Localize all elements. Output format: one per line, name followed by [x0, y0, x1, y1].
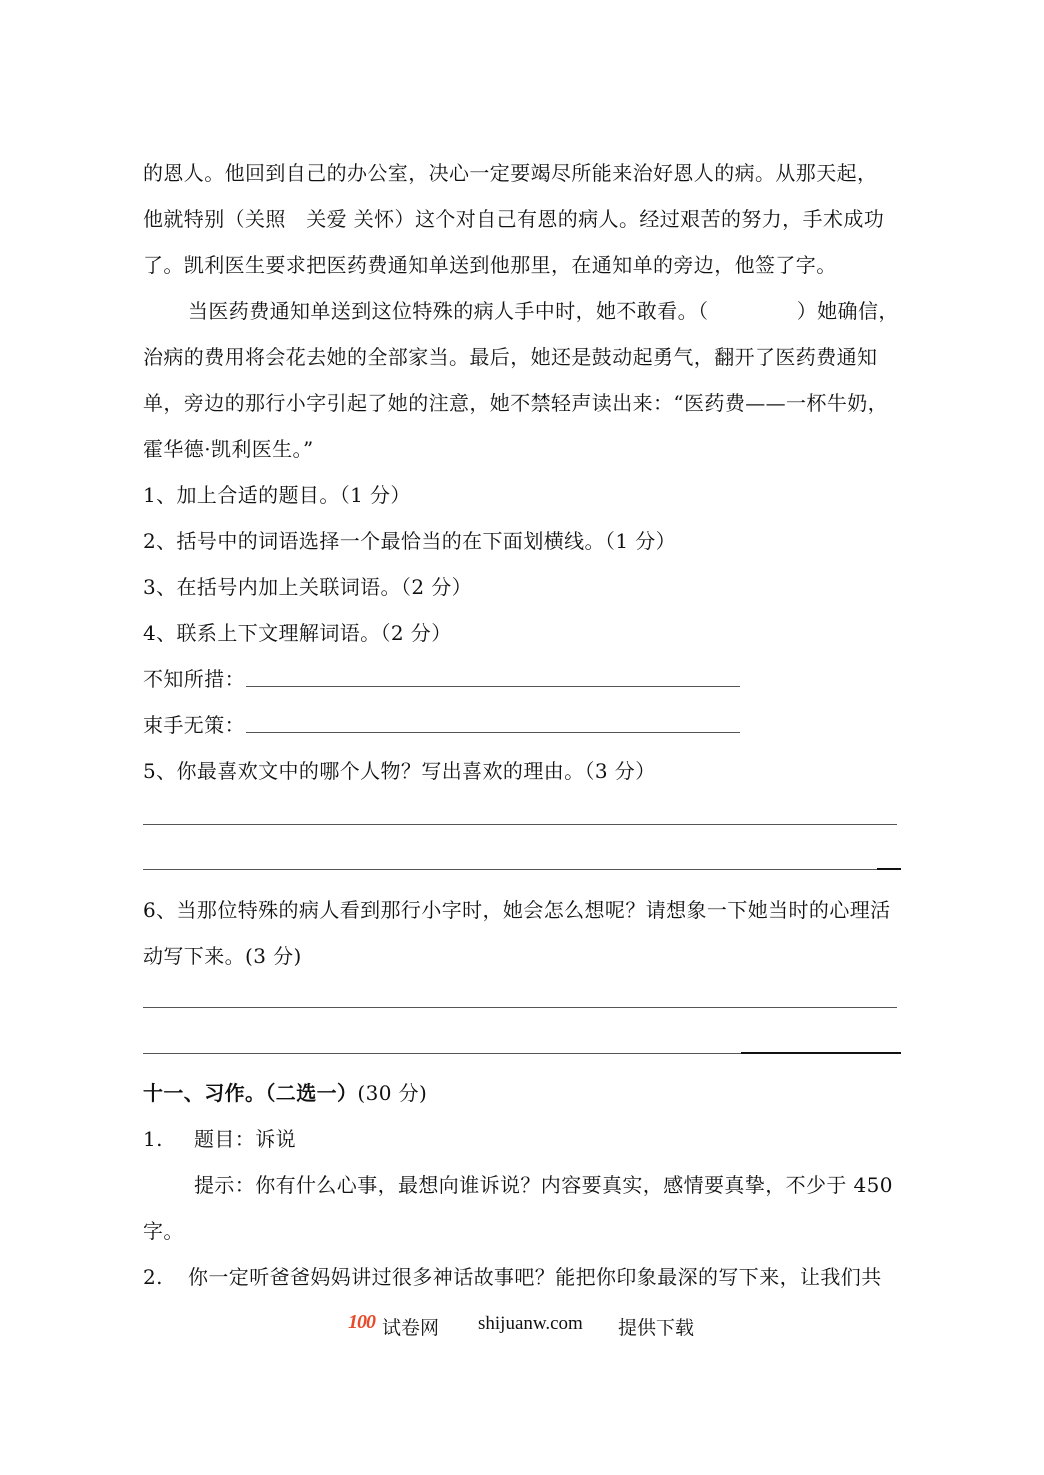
term-label-1: 不知所措：: [143, 667, 245, 691]
question-3: 3、在括号内加上关联词语。（2 分）: [143, 575, 473, 599]
passage-p2-line1: 当医药费通知单送到这位特殊的病人手中时，她不敢看。（ ）她确信，: [188, 299, 899, 323]
term-label-2: 束手无策：: [143, 713, 245, 737]
composition-item1-number: 1.: [143, 1127, 163, 1151]
question-2: 2、括号中的词语选择一个最恰当的在下面划横线。（1 分）: [143, 529, 677, 553]
passage-p2-line2: 治病的费用将会花去她的全部家当。最后，她还是鼓动起勇气，翻开了医药费通知: [143, 345, 878, 369]
footer-domain-link[interactable]: shijuanw.com: [478, 1313, 583, 1334]
site-logo: 100: [348, 1311, 375, 1333]
composition-heading: [143, 1081, 903, 1105]
composition-item1-hint-line1: 提示：你有什么心事，最想向谁诉说？内容要真实，感情要真挚，不少于 450: [194, 1173, 893, 1197]
answer-line-term-1[interactable]: [246, 686, 740, 687]
question-5: 5、你最喜欢文中的哪个人物？写出喜欢的理由。（3 分）: [143, 759, 656, 783]
passage-p1-line2: 他就特别（关照 关爱 关怀）这个对自己有恩的病人。经过艰苦的努力，手术成功: [143, 207, 885, 231]
composition-heading-score: (30 分): [357, 1081, 428, 1105]
composition-heading-text: 十一、习作。（二选一）: [143, 1081, 358, 1105]
footer-brand: 试卷网: [382, 1318, 440, 1339]
answer-line-q5-2-end: [877, 868, 901, 870]
composition-item1-hint-line2: 字。: [143, 1219, 184, 1243]
composition-item2-line1: 你一定听爸爸妈妈讲过很多神话故事吧？能把你印象最深的写下来，让我们共: [188, 1265, 882, 1289]
composition-item2-number: 2.: [143, 1265, 163, 1289]
answer-line-q6-2-end: [741, 1052, 901, 1054]
answer-line-q5-2[interactable]: [143, 869, 877, 870]
question-6-line1: 6、当那位特殊的病人看到那行小字时，她会怎么想呢？请想象一下她当时的心理活: [143, 898, 891, 922]
passage-p1-line3: 了。凯利医生要求把医药费通知单送到他那里，在通知单的旁边，他签了字。: [143, 253, 837, 277]
passage-p2-line4: 霍华德·凯利医生。”: [143, 437, 314, 461]
answer-line-q6-1[interactable]: [143, 1007, 897, 1008]
answer-line-q5-1[interactable]: [143, 824, 897, 825]
composition-item1-title: 题目：诉说: [194, 1127, 296, 1151]
question-6-line2: 动写下来。(3 分): [143, 944, 302, 968]
footer-download-text: 提供下载: [618, 1318, 695, 1339]
answer-line-q6-2[interactable]: [143, 1053, 741, 1054]
question-4: 4、联系上下文理解词语。（2 分）: [143, 621, 452, 645]
passage-p1-line1: 的恩人。他回到自己的办公室，决心一定要竭尽所能来治好恩人的病。从那天起，: [143, 161, 878, 185]
passage-p2-line3: 单，旁边的那行小字引起了她的注意，她不禁轻声读出来：“医药费——一杯牛奶，: [143, 391, 889, 415]
question-1: 1、加上合适的题目。（1 分）: [143, 483, 411, 507]
answer-line-term-2[interactable]: [246, 732, 740, 733]
